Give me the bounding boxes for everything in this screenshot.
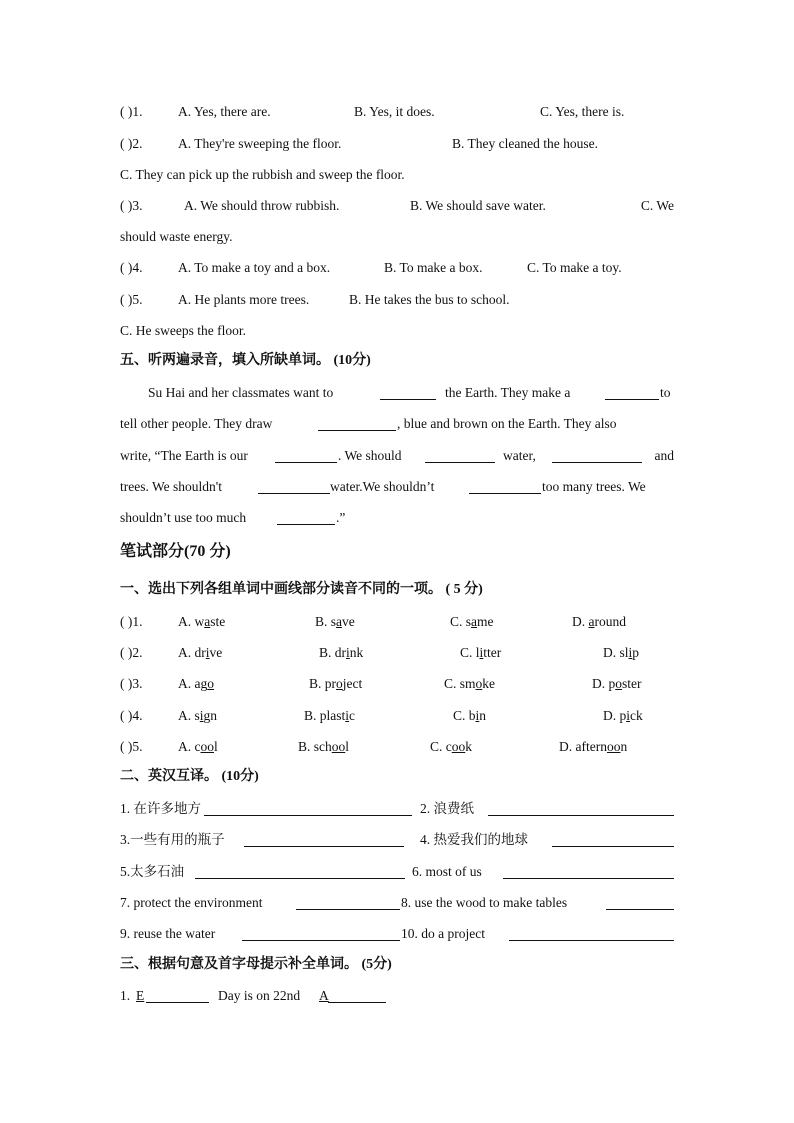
option-text: nk bbox=[349, 645, 364, 660]
option-text: ve bbox=[209, 645, 223, 660]
passage-text: shouldn’t use too much bbox=[120, 510, 247, 525]
option-text: B. dr bbox=[319, 645, 346, 660]
translate-blank-10[interactable] bbox=[509, 927, 674, 941]
option-text: C. c bbox=[430, 739, 452, 754]
completion-q1-blank-2[interactable] bbox=[328, 989, 386, 1003]
phonics-option-b bbox=[304, 707, 355, 725]
q4-number: ( )4. bbox=[120, 260, 143, 275]
q2-option-c: C. They can pick up the rubbish and sweep the floor. bbox=[120, 167, 405, 182]
translate-blank-5[interactable] bbox=[195, 865, 405, 879]
blank-1[interactable] bbox=[380, 386, 436, 400]
blank-5[interactable] bbox=[425, 449, 495, 463]
underlined-letters: i bbox=[205, 645, 210, 660]
phonics-option-b bbox=[319, 644, 363, 662]
underlined-letters: oo bbox=[200, 739, 214, 754]
underlined-letters: o bbox=[475, 676, 483, 691]
passage-text: the Earth. They make a bbox=[445, 385, 571, 400]
option-text: c bbox=[349, 708, 356, 723]
underlined-letters: a bbox=[336, 614, 343, 629]
underlined-letters: a bbox=[204, 614, 211, 629]
option-text: p bbox=[632, 645, 640, 660]
option-text: A. dr bbox=[178, 645, 206, 660]
option-text: round bbox=[594, 614, 626, 629]
option-text: D. p bbox=[603, 708, 627, 723]
passage-text: water, bbox=[503, 448, 536, 463]
phonics-option-b bbox=[298, 738, 349, 756]
option-text: C. b bbox=[453, 708, 476, 723]
q4-option-a: A. To make a toy and a box. bbox=[178, 260, 331, 275]
translate-item-2: 2. 浪费纸 bbox=[420, 801, 474, 816]
phonics-option-a bbox=[178, 644, 222, 662]
completion-q1-text: Day is on 22nd bbox=[218, 988, 301, 1003]
part3-heading: 三、根据句意及首字母提示补全单词。 (5分) bbox=[120, 957, 392, 972]
part2-heading: 二、英汉互译。 (10分) bbox=[120, 769, 259, 784]
blank-9[interactable] bbox=[277, 511, 335, 525]
option-text: D. aftern bbox=[559, 739, 607, 754]
option-text: A. w bbox=[178, 614, 205, 629]
section5-heading: 五、听两遍录音，填入所缺单词。 (10分) bbox=[120, 353, 371, 368]
blank-7[interactable] bbox=[258, 480, 330, 494]
option-text: A. s bbox=[178, 708, 200, 723]
option-text: B. pr bbox=[309, 676, 336, 691]
passage-text: to bbox=[660, 385, 671, 400]
blank-8[interactable] bbox=[469, 480, 541, 494]
passage-text: write, “The Earth is our bbox=[120, 448, 248, 463]
option-text: k bbox=[465, 739, 472, 754]
phonics-row-number: ( )5. bbox=[120, 739, 143, 754]
translate-item-10: 10. do a project bbox=[401, 926, 485, 941]
translate-blank-4[interactable] bbox=[552, 833, 674, 847]
option-text: ste bbox=[210, 614, 226, 629]
q1-option-c: C. Yes, there is. bbox=[540, 104, 625, 119]
passage-text: too many trees. We bbox=[542, 479, 646, 494]
translate-item-7: 7. protect the environment bbox=[120, 895, 263, 910]
q1-option-b: B. Yes, it does. bbox=[354, 104, 435, 119]
translate-blank-9[interactable] bbox=[242, 927, 400, 941]
underlined-letters: i bbox=[475, 708, 480, 723]
passage-text: , blue and brown on the Earth. They also bbox=[397, 416, 617, 431]
phonics-option-a bbox=[178, 707, 217, 725]
phonics-option-b bbox=[309, 675, 362, 693]
translate-blank-7[interactable] bbox=[296, 896, 400, 910]
phonics-option-a bbox=[178, 738, 218, 756]
completion-q1-hint-e: E bbox=[136, 988, 145, 1003]
phonics-row-number: ( )2. bbox=[120, 645, 143, 660]
option-text: me bbox=[477, 614, 494, 629]
underlined-letters: i bbox=[345, 708, 350, 723]
option-text: D. p bbox=[592, 676, 616, 691]
option-text: D. bbox=[572, 614, 589, 629]
passage-text: trees. We shouldn't bbox=[120, 479, 222, 494]
underlined-letters: i bbox=[479, 645, 484, 660]
translate-item-8: 8. use the wood to make tables bbox=[401, 895, 568, 910]
q3-option-b: B. We should save water. bbox=[410, 198, 546, 213]
translate-item-1: 1. 在许多地方 bbox=[120, 801, 201, 816]
translate-blank-6[interactable] bbox=[503, 865, 674, 879]
underlined-letters: a bbox=[471, 614, 478, 629]
passage-text: tell other people. They draw bbox=[120, 416, 273, 431]
phonics-option-c bbox=[444, 675, 495, 693]
option-text: C. l bbox=[460, 645, 480, 660]
part1-heading: 一、选出下列各组单词中画线部分读音不同的一项。 ( 5 分) bbox=[120, 582, 483, 597]
option-text: n bbox=[620, 739, 628, 754]
written-part-heading: 笔试部分(70 分) bbox=[120, 543, 231, 560]
phonics-option-c bbox=[430, 738, 472, 756]
phonics-option-d bbox=[603, 644, 639, 662]
option-text: ve bbox=[342, 614, 355, 629]
blank-4[interactable] bbox=[275, 449, 337, 463]
option-text: ck bbox=[630, 708, 643, 723]
phonics-option-d bbox=[559, 738, 627, 756]
option-text: ject bbox=[342, 676, 363, 691]
underlined-letters: i bbox=[199, 708, 204, 723]
translate-item-3: 3.一些有用的瓶子 bbox=[120, 832, 225, 847]
underlined-letters: oo bbox=[606, 739, 621, 754]
phonics-option-d bbox=[603, 707, 643, 725]
q4-option-b: B. To make a box. bbox=[384, 260, 483, 275]
phonics-option-d bbox=[592, 675, 642, 693]
q5-option-a: A. He plants more trees. bbox=[178, 292, 310, 307]
phonics-option-a bbox=[178, 613, 225, 631]
phonics-row-number: ( )4. bbox=[120, 708, 143, 723]
phonics-option-c bbox=[450, 613, 494, 631]
option-text: n bbox=[479, 708, 487, 723]
underlined-letters: i bbox=[628, 645, 633, 660]
option-text: gn bbox=[203, 708, 218, 723]
passage-text: Su Hai and her classmates want to bbox=[148, 385, 334, 400]
phonics-row-number: ( )1. bbox=[120, 614, 143, 629]
phonics-row-number: ( )3. bbox=[120, 676, 143, 691]
q3-option-c-end: should waste energy. bbox=[120, 229, 233, 244]
q3-option-a: A. We should throw rubbish. bbox=[184, 198, 340, 213]
option-text: A. c bbox=[178, 739, 201, 754]
option-text: ke bbox=[482, 676, 496, 691]
q5-option-c: C. He sweeps the floor. bbox=[120, 323, 246, 338]
option-text: A. ag bbox=[178, 676, 208, 691]
translate-blank-3[interactable] bbox=[244, 833, 404, 847]
phonics-option-c bbox=[453, 707, 486, 725]
option-text: C. s bbox=[450, 614, 472, 629]
q2-option-b: B. They cleaned the house. bbox=[452, 136, 598, 151]
passage-text: . We should bbox=[338, 448, 402, 463]
option-text: B. sch bbox=[298, 739, 332, 754]
phonics-option-c bbox=[460, 644, 501, 662]
option-text: l bbox=[214, 739, 218, 754]
phonics-option-d bbox=[572, 613, 626, 631]
option-text: ster bbox=[622, 676, 642, 691]
q4-option-c: C. To make a toy. bbox=[527, 260, 622, 275]
option-text: l bbox=[345, 739, 350, 754]
q2-number: ( )2. bbox=[120, 136, 143, 151]
passage-text: and bbox=[654, 448, 674, 463]
q1-option-a: A. Yes, there are. bbox=[178, 104, 271, 119]
completion-q1-hint-a: A bbox=[319, 988, 329, 1003]
translate-blank-2[interactable] bbox=[488, 802, 674, 816]
translate-item-4: 4. 热爱我们的地球 bbox=[420, 832, 528, 847]
underlined-letters: oo bbox=[451, 739, 466, 754]
blank-2[interactable] bbox=[605, 386, 659, 400]
option-text: C. sm bbox=[444, 676, 476, 691]
underlined-letters: o bbox=[207, 676, 214, 691]
option-text: B. s bbox=[315, 614, 337, 629]
q3-option-c-start: C. We bbox=[640, 198, 674, 213]
blank-6[interactable] bbox=[552, 449, 642, 463]
underlined-letters: oo bbox=[331, 739, 346, 754]
underlined-letters: i bbox=[626, 708, 631, 723]
passage-text: .” bbox=[336, 510, 346, 525]
option-text: tter bbox=[483, 645, 502, 660]
q5-number: ( )5. bbox=[120, 292, 143, 307]
completion-q1-blank-1[interactable] bbox=[146, 989, 209, 1003]
translate-item-5: 5.太多石油 bbox=[120, 864, 185, 879]
q2-option-a: A. They're sweeping the floor. bbox=[178, 136, 342, 151]
q1-number: ( )1. bbox=[120, 104, 143, 119]
q5-option-b: B. He takes the bus to school. bbox=[349, 292, 510, 307]
option-text: D. sl bbox=[603, 645, 629, 660]
translate-item-6: 6. most of us bbox=[412, 864, 482, 879]
translate-blank-1[interactable] bbox=[204, 802, 412, 816]
underlined-letters: a bbox=[588, 614, 595, 629]
option-text: B. plast bbox=[304, 708, 346, 723]
completion-q1-number: 1. bbox=[120, 988, 131, 1003]
blank-3[interactable] bbox=[318, 417, 396, 431]
translate-blank-8[interactable] bbox=[606, 896, 674, 910]
underlined-letters: i bbox=[346, 645, 350, 660]
q3-number: ( )3. bbox=[120, 198, 143, 213]
phonics-option-a bbox=[178, 675, 214, 693]
translate-item-9: 9. reuse the water bbox=[120, 926, 216, 941]
underlined-letters: o bbox=[336, 676, 343, 691]
passage-text: water.We shouldn’t bbox=[330, 479, 435, 494]
phonics-option-b bbox=[315, 613, 355, 631]
underlined-letters: o bbox=[615, 676, 622, 691]
